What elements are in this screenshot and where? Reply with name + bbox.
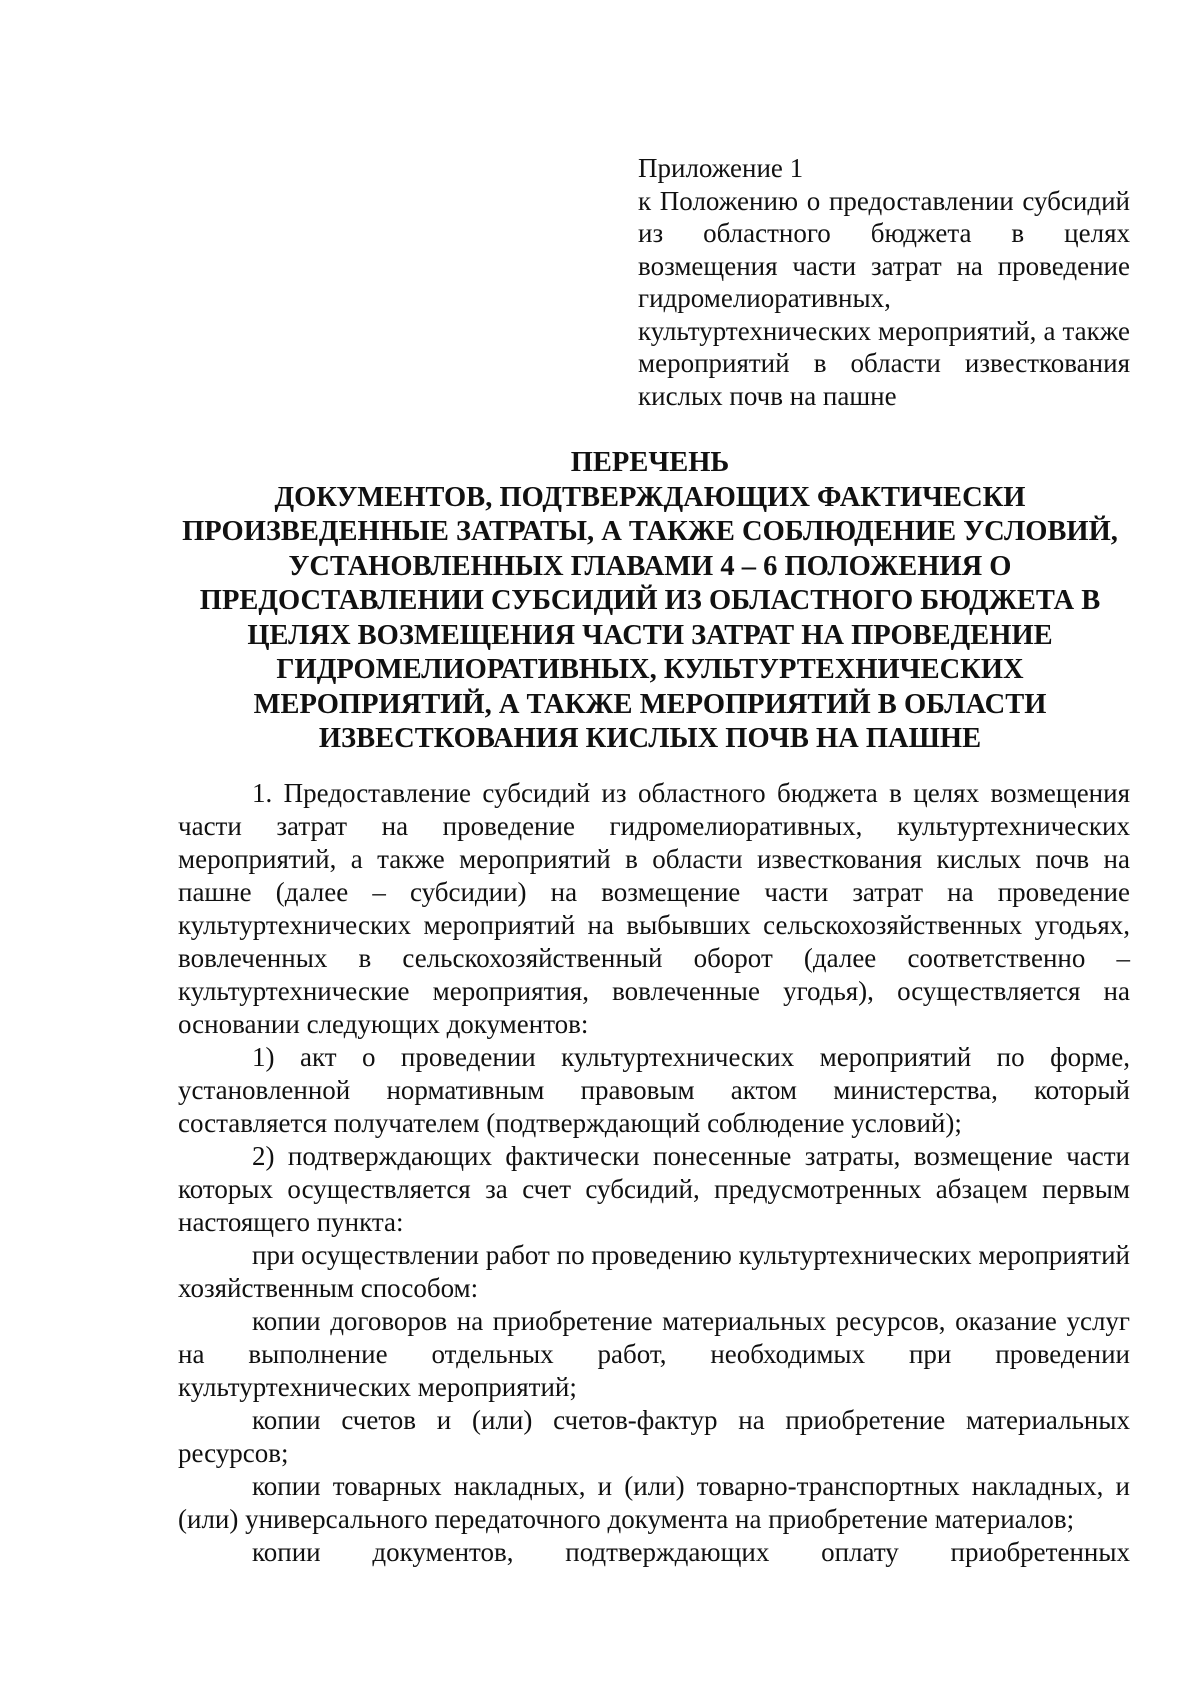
- heading-line: ПРОИЗВЕДЕННЫЕ ЗАТРАТЫ, А ТАКЖЕ СОБЛЮДЕНИЕ УСЛОВИЙ,: [182, 516, 1118, 547]
- appendix-text: к Положению о предоставлении субсидий из областного бюджета в целях возмещения части затрат на проведение гидромелиоративных, культуртехнических мероприятий, а также мероприятий в области известкования кислых почв на пашне: [638, 185, 1130, 411]
- paragraph-subitem-2: 2) подтверждающих фактически понесенные затраты, возмещение части которых осуществляется за счет субсидий, предусмотренных абзацем первым настоящего пункта:: [178, 1141, 1130, 1237]
- paragraph-text: копии товарных накладных, и (или) товарно-транспортных накладных, и (или) универсального передаточного документа на приобретение материалов;: [178, 1471, 1130, 1534]
- paragraph-text: при осуществлении работ по проведению культуртехнических мероприятий хозяйственным способом:: [178, 1240, 1130, 1303]
- heading-line: ДОКУМЕНТОВ, ПОДТВЕРЖДАЮЩИХ ФАКТИЧЕСКИ: [274, 481, 1026, 513]
- heading-line: ГИДРОМЕЛИОРАТИВНЫХ, КУЛЬТУРТЕХНИЧЕСКИХ: [276, 654, 1024, 685]
- paragraph-text-continued: копии документов, подтверждающих оплату приобретенных: [252, 1537, 1130, 1567]
- paragraph-text: копии счетов и (или) счетов-фактур на приобретение материальных ресурсов;: [178, 1405, 1130, 1468]
- paragraph-text: копии договоров на приобретение материальных ресурсов, оказание услуг на выполнение отдельных работ, необходимых при проведении культуртехнических мероприятий;: [178, 1306, 1130, 1402]
- appendix-block: [638, 152, 1130, 412]
- heading-line: ПРЕДОСТАВЛЕНИИ СУБСИДИЙ ИЗ ОБЛАСТНОГО БЮДЖЕТА В: [199, 585, 1101, 616]
- heading-line: ЦЕЛЯХ ВОЗМЕЩЕНИЯ ЧАСТИ ЗАТРАТ НА ПРОВЕДЕНИЕ: [247, 619, 1053, 651]
- document-body: [178, 777, 1130, 1569]
- document-heading: [150, 446, 1150, 757]
- paragraph-subitem-1: 1) акт о проведении культуртехнических мероприятий по форме, установленной нормативным правовым актом министерства, который составляется получателем (подтверждающий соблюдение условий);: [178, 1042, 1130, 1138]
- paragraph-item-1: 1. Предоставление субсидий из областного бюджета в целях возмещения части затрат на проведение гидромелиоративных, культуртехнических мероприятий, а также мероприятий в области известкования кислых почв на пашне (далее – субсидии) на возмещение части затрат на проведение культуртехнических мероприятий на выбывших сельскохозяйственных угодьях, вовлеченных в сельскохозяйственный оборот (далее соответственно – культуртехнические мероприятия, вовлеченные угодья), осуществляется на основании следующих документов:: [178, 778, 1130, 1039]
- heading-line: МЕРОПРИЯТИЙ, А ТАКЖЕ МЕРОПРИЯТИЙ В ОБЛАСТИ: [253, 688, 1047, 720]
- heading-line: ИЗВЕСТКОВАНИЯ КИСЛЫХ ПОЧВ НА ПАШНЕ: [318, 723, 982, 754]
- appendix-title: Приложение 1: [638, 153, 804, 183]
- heading-line: УСТАНОВЛЕННЫХ ГЛАВАМИ 4 – 6 ПОЛОЖЕНИЯ О: [288, 550, 1012, 582]
- heading-line: ПЕРЕЧЕНЬ: [570, 447, 730, 478]
